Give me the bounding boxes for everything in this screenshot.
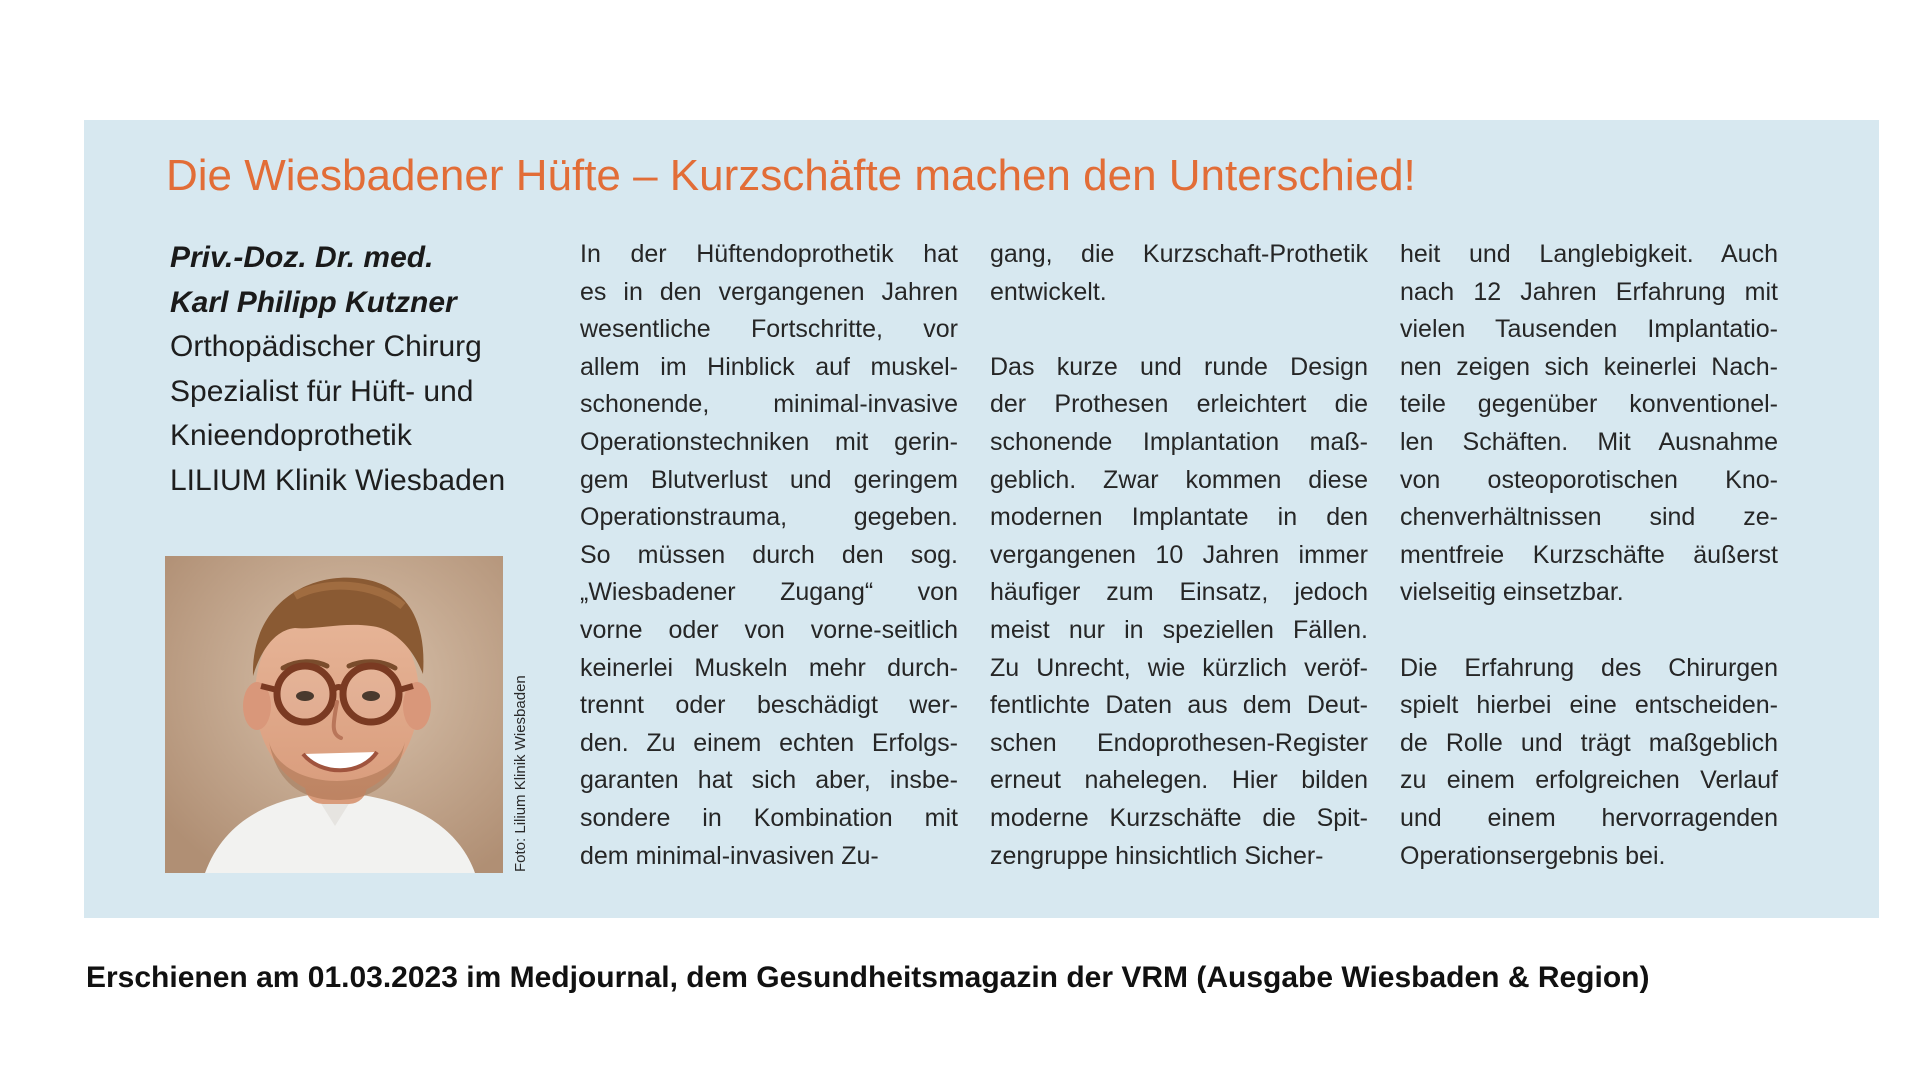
author-photo (165, 556, 503, 873)
text-line: „Wiesbadener Zugang“ von (580, 578, 958, 607)
article-column-3 (1400, 236, 1778, 875)
text-line: gem Blutverlust und geringem (580, 465, 958, 494)
text-line: und einem hervorragenden (1400, 803, 1778, 832)
text-line: sondere in Kombination mit (580, 803, 958, 832)
text-line: wesentliche Fortschritte, vor (580, 315, 958, 344)
text-line: moderne Kurzschäfte die Spit- (990, 803, 1368, 832)
article-box (84, 120, 1879, 918)
text-line: Das kurze und runde Design (990, 352, 1368, 381)
text-line: schen Endoprothesen-Register (990, 728, 1368, 757)
text-line: meist nur in speziellen Fällen. (990, 615, 1368, 644)
article-headline: Die Wiesbadener Hüfte – Kurzschäfte machen den Unterschied! (166, 151, 1416, 200)
text-line: spielt hierbei eine entscheiden- (1400, 691, 1778, 720)
text-line: schonende Implantation maß- (990, 427, 1368, 456)
text-line: nen zeigen sich keinerlei Nach- (1400, 352, 1778, 381)
text-line: schonende, minimal-invasive (580, 390, 958, 419)
paragraph-break (1400, 612, 1778, 650)
text-line: Operationstrauma, gegeben. (580, 503, 958, 532)
author-title: Priv.-Doz. Dr. med. (170, 241, 434, 274)
text-line: es in den vergangenen Jahren (580, 277, 958, 306)
article-column-2 (990, 236, 1368, 875)
paragraph-break (990, 311, 1368, 349)
text-line: vergangenen 10 Jahren immer (990, 540, 1368, 569)
portrait-illustration (165, 556, 503, 873)
text-line: teile gegenüber konventionel- (1400, 390, 1778, 419)
text-line: dem minimal-invasiven Zu- (580, 841, 879, 870)
text-line: zu einem erfolgreichen Verlauf (1400, 766, 1778, 795)
text-line: vorne oder von vorne-seitlich (580, 615, 958, 644)
photo-credit: Foto: Lilium Klinik Wiesbaden (512, 675, 529, 872)
text-line: trennt oder beschädigt wer- (580, 691, 958, 720)
text-line: vielen Tausenden Implantatio- (1400, 315, 1778, 344)
text-line: erneut nahelegen. Hier bilden (990, 766, 1368, 795)
author-specialty-cont: Knieendoprothetik (170, 419, 412, 452)
text-line: Operationstechniken mit gerin- (580, 427, 958, 456)
text-line: Zu Unrecht, wie kürzlich veröf- (990, 653, 1368, 682)
author-specialty: Spezialist für Hüft- und (170, 374, 474, 408)
text-line: von osteoporotischen Kno- (1400, 465, 1778, 494)
text-line: In der Hüftendoprothetik hat (580, 240, 958, 268)
text-line: entwickelt. (990, 277, 1107, 306)
author-name: Karl Philipp Kutzner (170, 285, 457, 319)
text-line: Die Erfahrung des Chirurgen (1400, 653, 1778, 682)
text-line: gang, die Kurzschaft-Prothetik (990, 240, 1368, 268)
text-line: fentlichte Daten aus dem Deut- (990, 691, 1368, 720)
text-line: modernen Implantate in den (990, 503, 1368, 532)
text-line: keinerlei Muskeln mehr durch- (580, 653, 958, 682)
text-line: der Prothesen erleichtert die (990, 390, 1368, 419)
article-column-1 (580, 236, 958, 875)
text-line: So müssen durch den sog. (580, 540, 958, 569)
author-block (170, 236, 550, 503)
text-line: vielseitig einsetzbar. (1400, 578, 1624, 607)
author-clinic: LILIUM Klinik Wiesbaden (170, 463, 506, 497)
text-line: len Schäften. Mit Ausnahme (1400, 427, 1778, 456)
text-line: de Rolle und trägt maßgeblich (1400, 728, 1778, 757)
text-line: Operationsergebnis bei. (1400, 841, 1666, 870)
text-line: häufiger zum Einsatz, jedoch (990, 578, 1368, 607)
text-line: chenverhältnissen sind ze- (1400, 503, 1778, 532)
text-line: allem im Hinblick auf muskel- (580, 352, 958, 381)
text-line: geblich. Zwar kommen diese (990, 465, 1368, 494)
text-line: den. Zu einem echten Erfolgs- (580, 728, 958, 757)
text-line: nach 12 Jahren Erfahrung mit (1400, 277, 1778, 306)
author-role: Orthopädischer Chirurg (170, 330, 482, 363)
publication-note: Erschienen am 01.03.2023 im Medjournal, dem Gesundheitsmagazin der VRM (Ausgabe Wiesbaden & Region) (86, 961, 1650, 994)
text-line: heit und Langlebigkeit. Auch (1400, 240, 1778, 268)
text-line: garanten hat sich aber, insbe- (580, 766, 958, 795)
text-line: zengruppe hinsichtlich Sicher- (990, 841, 1324, 870)
text-line: mentfreie Kurzschäfte äußerst (1400, 540, 1778, 569)
